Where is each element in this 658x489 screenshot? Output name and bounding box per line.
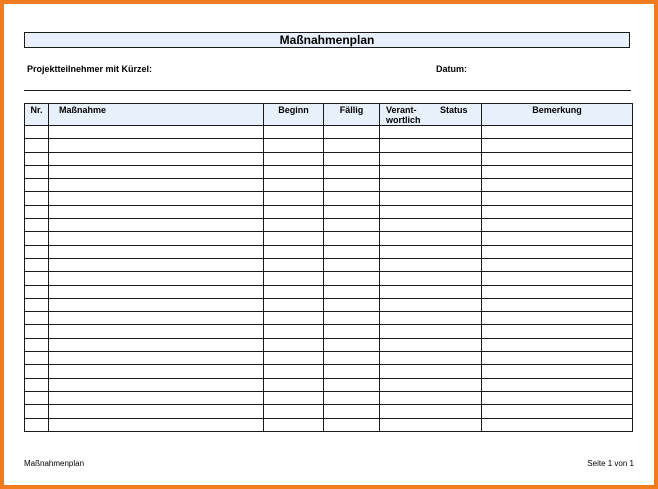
table-cell[interactable] [264,165,324,178]
table-cell[interactable] [49,232,264,245]
table-row [25,152,633,165]
page [4,4,654,485]
table-cell[interactable] [264,285,324,298]
table-cell[interactable] [482,378,633,391]
table-cell[interactable] [380,245,482,258]
table-cell[interactable] [264,298,324,311]
table-cell[interactable] [482,352,633,365]
table-cell[interactable] [482,405,633,418]
table-row [25,192,633,205]
table-cell[interactable] [482,365,633,378]
table-cell[interactable] [380,165,482,178]
table-row [25,418,633,431]
table-row [25,219,633,232]
table-cell[interactable] [324,338,380,351]
table-cell[interactable] [380,352,482,365]
table-cell[interactable] [324,245,380,258]
table-cell[interactable] [380,365,482,378]
header-due: Fällig [324,104,380,126]
header-remark: Bemerkung [482,104,633,126]
table-cell[interactable] [49,298,264,311]
table-cell[interactable] [324,179,380,192]
table-cell[interactable] [49,165,264,178]
table-cell[interactable] [482,139,633,152]
table-cell[interactable] [380,298,482,311]
table-cell[interactable] [380,205,482,218]
table-cell[interactable] [324,219,380,232]
table-cell[interactable] [482,285,633,298]
table-cell[interactable] [324,352,380,365]
header-responsible: Verant-wortlich [386,105,421,125]
table-cell[interactable] [264,325,324,338]
table-cell[interactable] [25,258,49,271]
table-cell[interactable] [25,285,49,298]
table-cell[interactable] [25,298,49,311]
table-cell[interactable] [324,405,380,418]
table-cell[interactable] [324,205,380,218]
header-start: Beginn [264,104,324,126]
table-cell[interactable] [264,152,324,165]
table-row [25,405,633,418]
table-cell[interactable] [324,126,380,139]
table-cell[interactable] [49,285,264,298]
table-cell[interactable] [264,378,324,391]
table-cell[interactable] [482,205,633,218]
table-row [25,338,633,351]
table-cell[interactable] [264,258,324,271]
table-cell[interactable] [49,338,264,351]
table-cell[interactable] [264,232,324,245]
table-cell[interactable] [264,219,324,232]
table-cell[interactable] [380,418,482,431]
table-cell[interactable] [49,378,264,391]
date-label: Datum: [436,64,467,74]
table-cell[interactable] [482,192,633,205]
table-row [25,272,633,285]
table-row [25,126,633,139]
table-cell[interactable] [482,126,633,139]
table-cell[interactable] [25,139,49,152]
table-cell[interactable] [380,152,482,165]
table-cell[interactable] [49,272,264,285]
table-cell[interactable] [264,192,324,205]
table-cell[interactable] [324,272,380,285]
table-cell[interactable] [380,391,482,404]
table-cell[interactable] [264,365,324,378]
table-cell[interactable] [49,325,264,338]
table-cell[interactable] [25,378,49,391]
table-cell[interactable] [482,325,633,338]
table-cell[interactable] [380,126,482,139]
table-row [25,298,633,311]
table-row [25,258,633,271]
table-cell[interactable] [324,325,380,338]
table-cell[interactable] [380,232,482,245]
table-cell[interactable] [49,405,264,418]
table-cell[interactable] [324,391,380,404]
table-cell[interactable] [25,272,49,285]
table-cell[interactable] [49,312,264,325]
table-cell[interactable] [482,338,633,351]
table-header-row [25,104,633,126]
table-cell[interactable] [49,219,264,232]
table-cell[interactable] [482,245,633,258]
table-row [25,179,633,192]
page-title: Maßnahmenplan [24,32,630,48]
table-cell[interactable] [49,258,264,271]
table-cell[interactable] [25,245,49,258]
table-row [25,352,633,365]
table-cell[interactable] [264,391,324,404]
table-cell[interactable] [49,352,264,365]
table-cell[interactable] [25,152,49,165]
table-cell[interactable] [264,418,324,431]
table-cell[interactable] [380,192,482,205]
table-cell[interactable] [25,205,49,218]
table-row [25,391,633,404]
footer-page-number: Seite 1 von 1 [587,459,634,468]
table-cell[interactable] [49,179,264,192]
table-cell[interactable] [380,258,482,271]
header-measure: Maßnahme [49,104,264,126]
table-cell[interactable] [482,312,633,325]
table-cell[interactable] [482,232,633,245]
table-cell[interactable] [49,391,264,404]
table-cell[interactable] [49,245,264,258]
table-cell[interactable] [25,126,49,139]
table-cell[interactable] [380,378,482,391]
table-cell[interactable] [49,365,264,378]
table-row [25,165,633,178]
header-nr: Nr. [25,104,49,126]
table-row [25,205,633,218]
table-cell[interactable] [324,285,380,298]
participants-label: Projektteilnehmer mit Kürzel: [27,64,153,74]
table-cell[interactable] [264,126,324,139]
table-cell[interactable] [380,312,482,325]
table-cell[interactable] [324,258,380,271]
table-cell[interactable] [380,139,482,152]
table-cell[interactable] [380,272,482,285]
table-cell[interactable] [49,205,264,218]
table-cell[interactable] [25,391,49,404]
table-cell[interactable] [264,405,324,418]
table-cell[interactable] [264,245,324,258]
table-cell[interactable] [482,219,633,232]
table-cell[interactable] [482,152,633,165]
table-cell[interactable] [324,298,380,311]
header-status: Status [440,105,468,115]
table-cell[interactable] [324,312,380,325]
table-cell[interactable] [49,152,264,165]
table-cell[interactable] [324,152,380,165]
table-cell[interactable] [25,179,49,192]
table-cell[interactable] [324,165,380,178]
table-cell[interactable] [25,325,49,338]
table-cell[interactable] [25,312,49,325]
table-cell[interactable] [25,338,49,351]
table-cell[interactable] [25,352,49,365]
table-cell[interactable] [49,139,264,152]
table-cell[interactable] [25,232,49,245]
table-cell[interactable] [324,365,380,378]
table-cell[interactable] [264,312,324,325]
table-cell[interactable] [264,352,324,365]
table-cell[interactable] [482,179,633,192]
table-cell[interactable] [380,338,482,351]
table-cell[interactable] [264,139,324,152]
table-body [25,126,633,432]
table-cell[interactable] [49,126,264,139]
divider-line [24,90,631,91]
table-row [25,285,633,298]
table-cell[interactable] [324,192,380,205]
table-cell[interactable] [482,258,633,271]
table-cell[interactable] [25,418,49,431]
table-cell[interactable] [482,272,633,285]
table-row [25,378,633,391]
measures-table [24,103,633,432]
table-cell[interactable] [482,165,633,178]
table-cell[interactable] [25,219,49,232]
table-row [25,139,633,152]
table-row [25,325,633,338]
table-cell[interactable] [264,338,324,351]
table-cell[interactable] [25,165,49,178]
table-cell[interactable] [380,405,482,418]
table-cell[interactable] [264,179,324,192]
table-cell[interactable] [482,298,633,311]
table-cell[interactable] [49,418,264,431]
table-row [25,232,633,245]
table-row [25,312,633,325]
table-cell[interactable] [482,391,633,404]
table-cell[interactable] [25,192,49,205]
table-cell[interactable] [264,205,324,218]
table-cell[interactable] [380,325,482,338]
table-cell[interactable] [324,378,380,391]
table-row [25,245,633,258]
footer-title: Maßnahmenplan [24,459,85,468]
table-cell[interactable] [380,219,482,232]
table-cell[interactable] [380,179,482,192]
table-row [25,365,633,378]
table-cell[interactable] [380,285,482,298]
table-cell[interactable] [482,418,633,431]
header-responsible-status [380,104,482,126]
table-cell[interactable] [49,192,264,205]
table-cell[interactable] [25,365,49,378]
table-cell[interactable] [324,232,380,245]
table-cell[interactable] [324,139,380,152]
table-cell[interactable] [264,272,324,285]
table-cell[interactable] [25,405,49,418]
table-cell[interactable] [324,418,380,431]
